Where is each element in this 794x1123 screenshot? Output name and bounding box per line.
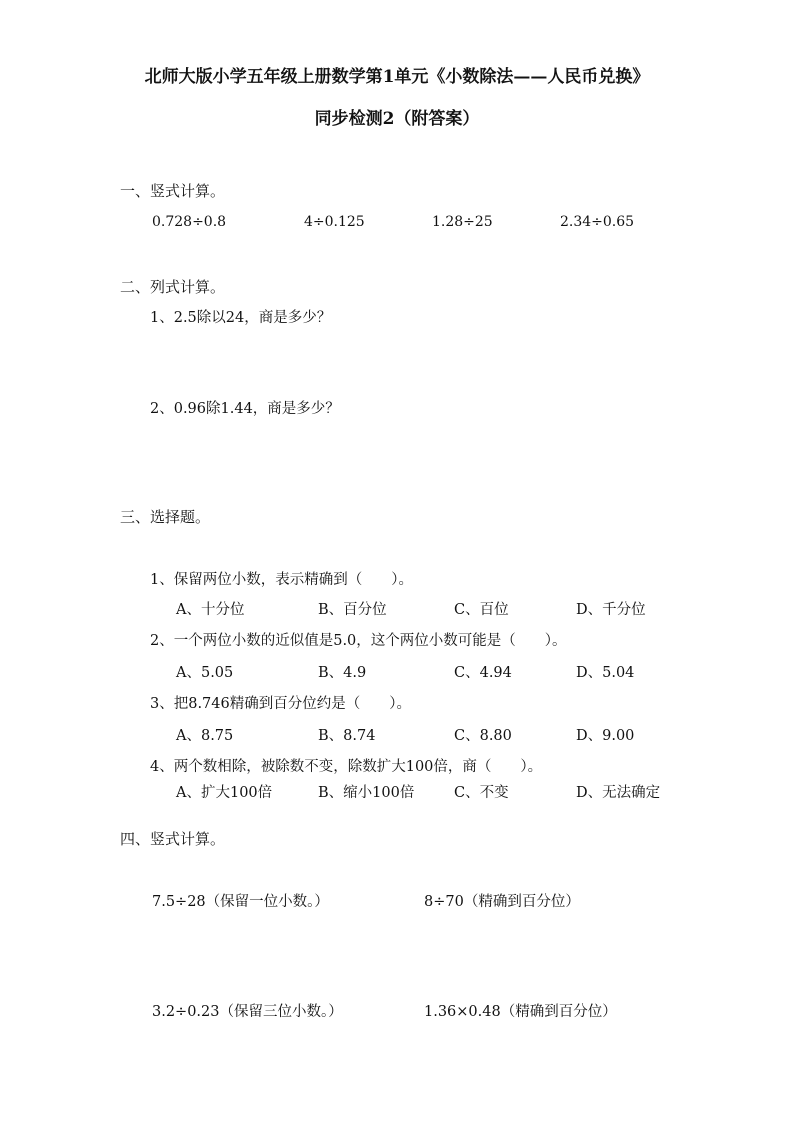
- s2-question-2: 2、0.96除1.44，商是多少？: [150, 401, 340, 417]
- s3-q4-option-b: B、缩小100倍: [318, 785, 415, 801]
- s4-item-2: 8÷70（精确到百分位）: [424, 894, 580, 910]
- s4-item-3: 3.2÷0.23（保留三位小数。）: [152, 1004, 343, 1020]
- s3-q1-option-c: C、百位: [454, 602, 509, 618]
- s1-item-4: 2.34÷0.65: [560, 214, 635, 230]
- s3-q1-option-a: A、十分位: [176, 602, 245, 618]
- s3-q2-option-b: B、4.9: [318, 665, 367, 681]
- s3-q3-option-b: B、8.74: [318, 728, 376, 744]
- s3-q1-option-b: B、百分位: [318, 602, 387, 618]
- s3-question-1: 1、保留两位小数，表示精确到（ ）。: [150, 572, 413, 588]
- s3-q3-option-d: D、9.00: [576, 728, 635, 744]
- s3-q1-option-d: D、千分位: [576, 602, 646, 618]
- s3-q4-option-c: C、不变: [454, 785, 509, 801]
- section-1-heading: 一、竖式计算。: [120, 182, 226, 200]
- s3-q3-option-a: A、8.75: [176, 728, 234, 744]
- s3-q4-option-a: A、扩大100倍: [176, 785, 273, 801]
- page-subtitle: 同步检测2（附答案）: [314, 109, 480, 129]
- s1-item-2: 4÷0.125: [304, 214, 365, 230]
- s2-question-1: 1、2.5除以24，商是多少？: [150, 310, 332, 326]
- s3-q4-option-d: D、无法确定: [576, 785, 661, 801]
- s3-q2-option-c: C、4.94: [454, 665, 512, 681]
- s4-item-4: 1.36×0.48（精确到百分位）: [424, 1004, 617, 1020]
- s4-item-1: 7.5÷28（保留一位小数。）: [152, 894, 329, 910]
- s1-item-1: 0.728÷0.8: [152, 214, 227, 230]
- s3-question-4: 4、两个数相除，被除数不变，除数扩大100倍，商（ ）。: [150, 759, 543, 775]
- s3-question-2: 2、一个两位小数的近似值是5.0，这个两位小数可能是（ ）。: [150, 633, 567, 649]
- s3-question-3: 3、把8.746精确到百分位约是（ ）。: [150, 696, 411, 712]
- page-title: 北师大版小学五年级上册数学第1单元《小数除法——人民币兑换》: [144, 67, 650, 87]
- s3-q2-option-a: A、5.05: [176, 665, 234, 681]
- s3-q2-option-d: D、5.04: [576, 665, 635, 681]
- s3-q3-option-c: C、8.80: [454, 728, 512, 744]
- s1-item-3: 1.28÷25: [432, 214, 493, 230]
- section-4-heading: 四、竖式计算。: [120, 830, 226, 848]
- section-3-heading: 三、选择题。: [120, 508, 211, 526]
- section-2-heading: 二、列式计算。: [120, 278, 226, 296]
